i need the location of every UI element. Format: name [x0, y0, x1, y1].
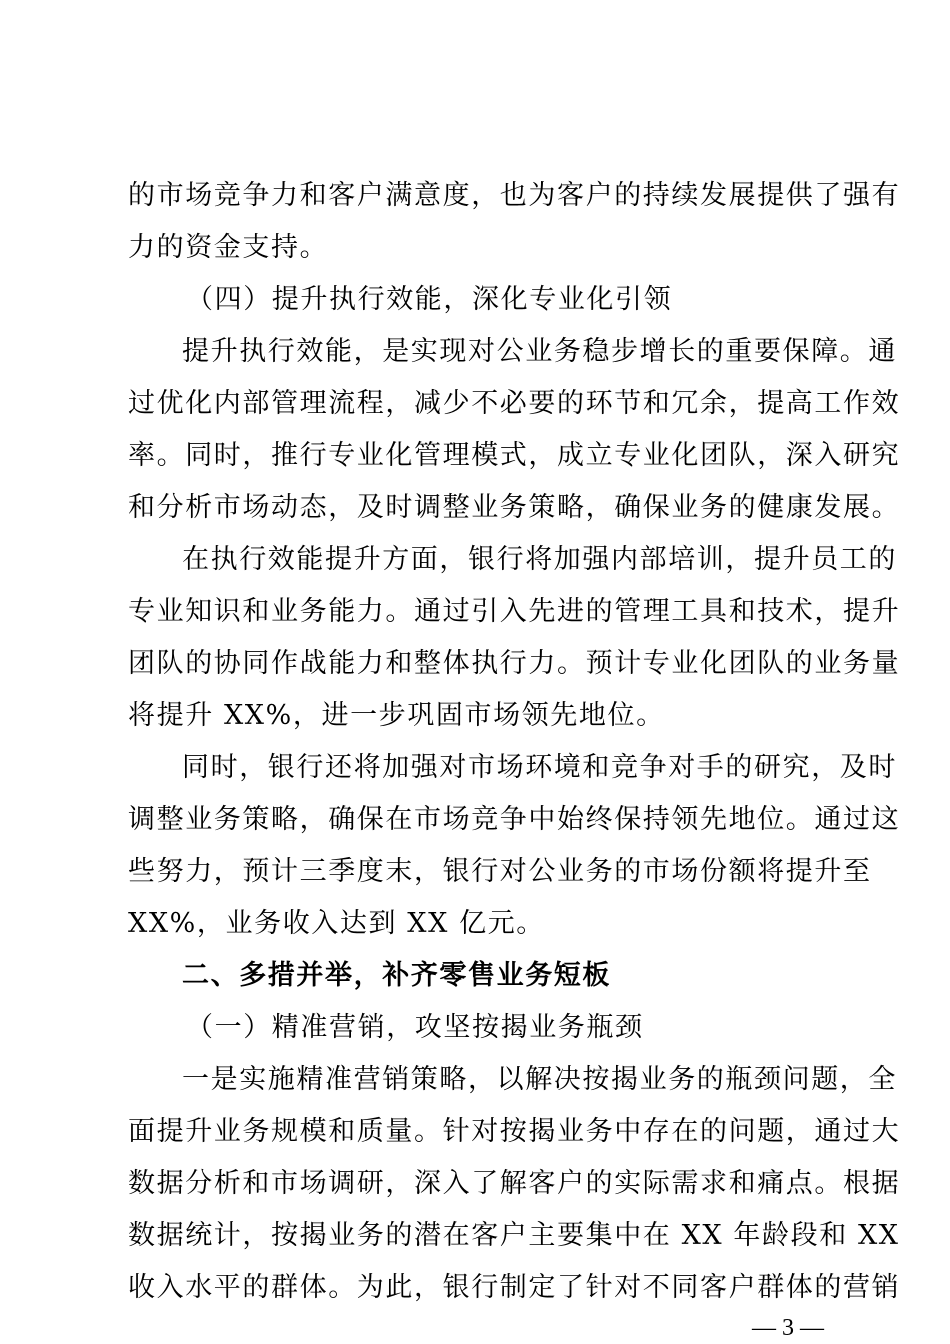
body-line: 专业知识和业务能力。通过引入先进的管理工具和技术，提升	[128, 596, 901, 627]
body-line: 同时，银行还将加强对市场环境和竞争对手的研究，及时	[182, 752, 897, 783]
body-line: 过优化内部管理流程，减少不必要的环节和冗余，提高工作效	[128, 388, 901, 419]
body-line: 面提升业务规模和质量。针对按揭业务中存在的问题，通过大	[128, 1116, 901, 1147]
section-heading: 二、多措并举，补齐零售业务短板	[182, 960, 611, 991]
body-line: 数据分析和市场调研，深入了解客户的实际需求和痛点。根据	[128, 1168, 901, 1199]
body-line: 数据统计，按揭业务的潜在客户主要集中在 XX 年龄段和 XX	[128, 1220, 900, 1251]
body-line: 在执行效能提升方面，银行将加强内部培训，提升员工的	[182, 544, 897, 575]
body-line: 和分析市场动态，及时调整业务策略，确保业务的健康发展。	[128, 492, 901, 523]
body-line: XX%，业务收入达到 XX 亿元。	[128, 908, 545, 939]
body-line: 团队的协同作战能力和整体执行力。预计专业化团队的业务量	[128, 648, 901, 679]
body-line: 一是实施精准营销策略，以解决按揭业务的瓶颈问题，全	[182, 1064, 897, 1095]
body-line: 调整业务策略，确保在市场竞争中始终保持领先地位。通过这	[128, 804, 901, 835]
subsection-heading: （四）提升执行效能，深化专业化引领	[186, 284, 673, 315]
body-line: 提升执行效能，是实现对公业务稳步增长的重要保障。通	[182, 336, 897, 367]
subsection-heading: （一）精准营销，攻坚按揭业务瓶颈	[186, 1012, 644, 1043]
body-line: 些努力，预计三季度末，银行对公业务的市场份额将提升至	[128, 856, 872, 887]
page-number: — 3 —	[752, 1315, 824, 1341]
body-line: 力的资金支持。	[128, 232, 329, 263]
body-line: 率。同时，推行专业化管理模式，成立专业化团队，深入研究	[128, 440, 901, 471]
body-line: 的市场竞争力和客户满意度，也为客户的持续发展提供了强有	[128, 180, 901, 211]
body-line: 收入水平的群体。为此，银行制定了针对不同客户群体的营销	[128, 1272, 901, 1303]
body-line: 将提升 XX%，进一步巩固市场领先地位。	[128, 700, 665, 731]
